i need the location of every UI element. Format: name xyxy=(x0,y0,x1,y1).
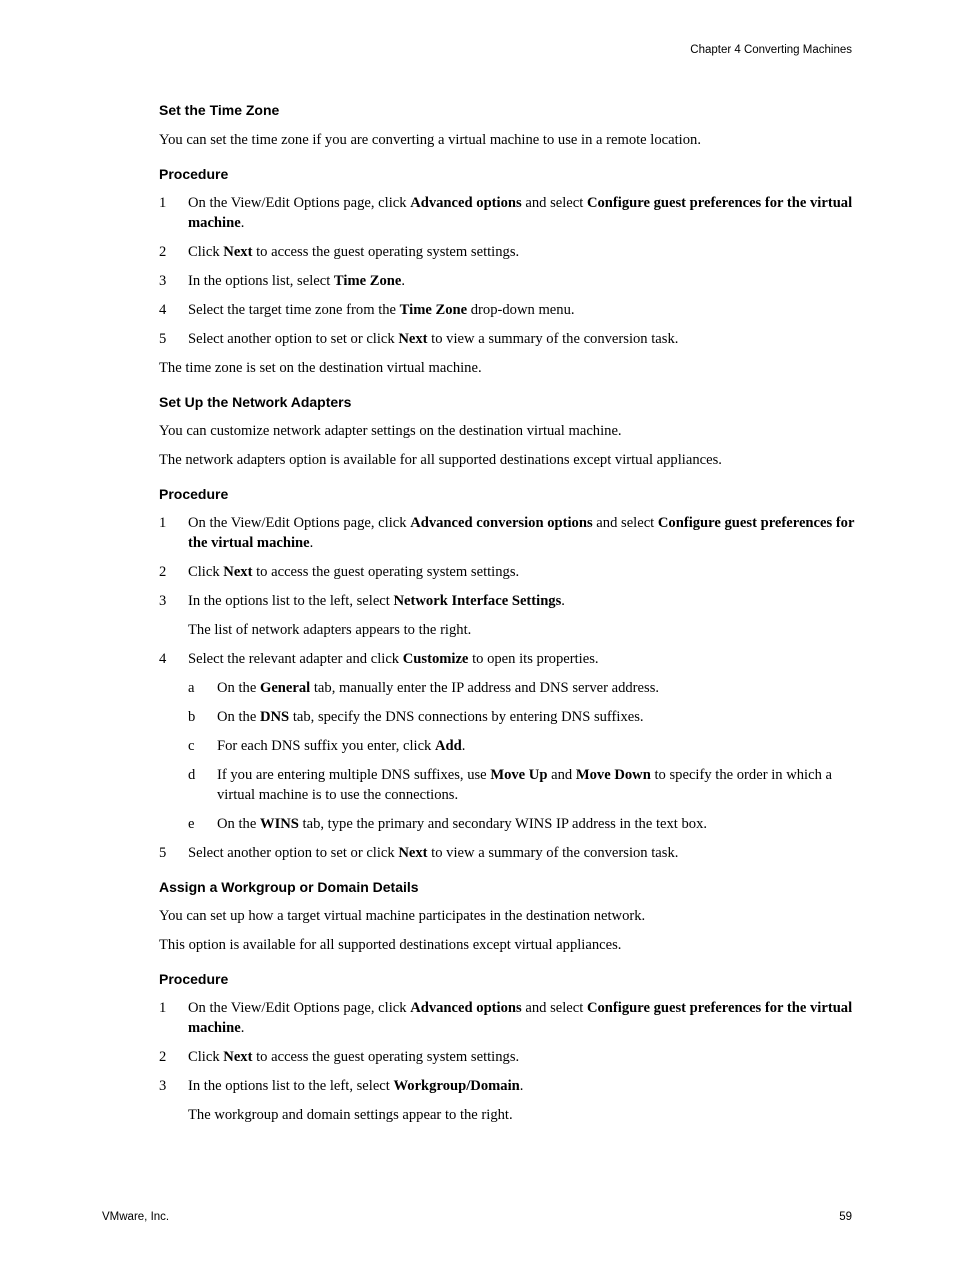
procedure-substep: e On the WINS tab, type the primary and secondary WINS IP address in the text box. xyxy=(188,816,708,832)
section-intro: You can set up how a target virtual machine participates in the destination network. xyxy=(159,908,646,924)
page-number: 59 xyxy=(839,1211,852,1223)
procedure-step: 2 Click Next to access the guest operating system settings. xyxy=(159,1049,520,1065)
procedure-step: 3 In the options list to the left, select Workgroup/Domain. xyxy=(159,1078,524,1094)
procedure-step: 1 On the View/Edit Options page, click Advanced options and select Configure guest preferences for the virtual machine. xyxy=(159,195,853,231)
procedure-step: 2 Click Next to access the guest operating system settings. xyxy=(159,244,520,260)
procedure-step: 5 Select another option to set or click Next to view a summary of the conversion task. xyxy=(159,845,679,861)
procedure-step: 4 Select the target time zone from the Time Zone drop-down menu. xyxy=(159,302,575,318)
section-intro: You can set the time zone if you are converting a virtual machine to use in a remote location. xyxy=(159,132,701,148)
page-content xyxy=(159,100,859,1125)
procedure-substep: d If you are entering multiple DNS suffixes, use Move Up and Move Down to specify the order in which a virtual machine is to use the connections. xyxy=(188,767,832,803)
procedure-step: 4 Select the relevant adapter and click Customize to open its properties. xyxy=(159,651,599,667)
procedure-step: 5 Select another option to set or click Next to view a summary of the conversion task. xyxy=(159,331,679,347)
section-title-time-zone: Set the Time Zone xyxy=(159,102,280,118)
section-intro: You can customize network adapter settings on the destination virtual machine. xyxy=(159,423,622,439)
procedure-substep: a On the General tab, manually enter the IP address and DNS server address. xyxy=(188,680,660,696)
section-intro: The network adapters option is available for all supported destinations except virtual appliances. xyxy=(159,452,722,468)
procedure-heading: Procedure xyxy=(159,166,229,182)
procedure-substep: c For each DNS suffix you enter, click Add. xyxy=(188,738,466,754)
section-title-workgroup-domain: Assign a Workgroup or Domain Details xyxy=(159,879,419,895)
procedure-heading: Procedure xyxy=(159,971,229,987)
footer-company: VMware, Inc. xyxy=(102,1211,170,1223)
procedure-heading: Procedure xyxy=(159,486,229,502)
step-note: The workgroup and domain settings appear to the right. xyxy=(188,1107,513,1123)
procedure-step: 1 On the View/Edit Options page, click Advanced options and select Configure guest preferences for the virtual machine. xyxy=(159,1000,853,1036)
procedure-result: The time zone is set on the destination virtual machine. xyxy=(159,360,482,376)
procedure-step: 2 Click Next to access the guest operating system settings. xyxy=(159,564,520,580)
procedure-step: 3 In the options list to the left, select Network Interface Settings. xyxy=(159,593,565,609)
running-header: Chapter 4 Converting Machines xyxy=(690,44,852,56)
section-intro: This option is available for all supported destinations except virtual appliances. xyxy=(159,937,622,953)
section-title-network-adapters: Set Up the Network Adapters xyxy=(159,394,352,410)
step-note: The list of network adapters appears to the right. xyxy=(188,622,472,638)
procedure-step: 3 In the options list, select Time Zone. xyxy=(159,273,406,289)
procedure-step: 1 On the View/Edit Options page, click Advanced conversion options and select Configure guest preferences for the virtual machine. xyxy=(159,515,855,551)
procedure-substep: b On the DNS tab, specify the DNS connections by entering DNS suffixes. xyxy=(188,709,644,725)
